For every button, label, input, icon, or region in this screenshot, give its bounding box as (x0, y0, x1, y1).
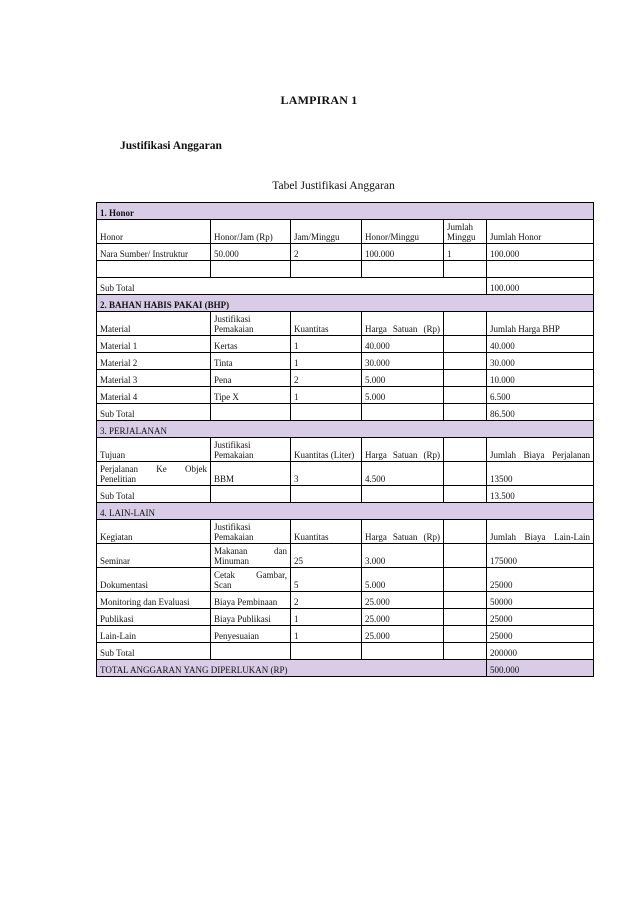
table-row (97, 370, 594, 387)
table-cell: 3.000 (362, 544, 444, 568)
table-cell (444, 404, 487, 421)
column-header (444, 312, 487, 336)
table-cell: 50000 (487, 592, 594, 609)
table-cell (211, 261, 291, 278)
table-cell (487, 261, 594, 278)
table-row (97, 353, 594, 370)
table-cell: Kertas (211, 336, 291, 353)
column-header: Honor/Minggu (362, 220, 444, 244)
table-row (97, 244, 594, 261)
table-cell (444, 370, 487, 387)
table-cell: Cetak Gambar, Scan (211, 568, 291, 592)
column-header (444, 438, 487, 462)
column-header: Kuantitas (291, 520, 362, 544)
table-cell: 5.000 (362, 387, 444, 404)
subtotal-row (97, 404, 594, 421)
subtotal-value: 100.000 (487, 278, 594, 295)
table-cell (444, 592, 487, 609)
table-row (97, 626, 594, 643)
table-cell (444, 609, 487, 626)
total-label: TOTAL ANGGARAN YANG DIPERLUKAN (RP) (97, 660, 487, 677)
subtotal-label: Sub Total (97, 278, 487, 295)
table-cell (291, 643, 362, 660)
section-row-perjalanan (97, 421, 594, 438)
table-cell: 5.000 (362, 568, 444, 592)
table-row (97, 609, 594, 626)
table-cell: Pena (211, 370, 291, 387)
table-cell: 25000 (487, 568, 594, 592)
section-heading: Justifikasi Anggaran (120, 140, 222, 152)
column-header: Harga Satuan (Rp) (362, 520, 444, 544)
table-cell (444, 261, 487, 278)
table-cell: 50.000 (211, 244, 291, 261)
column-header: Honor (97, 220, 211, 244)
table-cell (362, 486, 444, 503)
table-cell (444, 486, 487, 503)
table-cell: 1 (291, 609, 362, 626)
table-row (97, 544, 594, 568)
column-header: Jumlah Harga BHP (487, 312, 594, 336)
column-header: Jumlah Honor (487, 220, 594, 244)
table-cell (291, 404, 362, 421)
table-cell (444, 643, 487, 660)
header-row (97, 438, 594, 462)
column-header: Jumlah Biaya Perjalanan (487, 438, 594, 462)
table-cell (211, 643, 291, 660)
table-cell: 2 (291, 370, 362, 387)
table-caption: Tabel Justifikasi Anggaran (272, 180, 395, 192)
subtotal-value: 200000 (487, 643, 594, 660)
subtotal-label: Sub Total (97, 643, 211, 660)
subtotal-value: 13.500 (487, 486, 594, 503)
table-cell: Biaya Publikasi (211, 609, 291, 626)
table-cell: 25.000 (362, 592, 444, 609)
section-label: 4. LAIN-LAIN (97, 503, 594, 520)
header-row (97, 312, 594, 336)
table-cell: 1 (291, 626, 362, 643)
subtotal-row (97, 643, 594, 660)
table-cell: Monitoring dan Evaluasi (97, 592, 211, 609)
table-cell (444, 544, 487, 568)
table-cell: 4.500 (362, 462, 444, 486)
column-header: Material (97, 312, 211, 336)
column-header: Honor/Jam (Rp) (211, 220, 291, 244)
page-title: LAMPIRAN 1 (280, 93, 358, 107)
table-cell: BBM (211, 462, 291, 486)
table-cell: Dokumentasi (97, 568, 211, 592)
table-cell (444, 353, 487, 370)
table-cell: 40.000 (487, 336, 594, 353)
column-header: Kuantitas (Liter) (291, 438, 362, 462)
table-cell: Tinta (211, 353, 291, 370)
section-row-bhp (97, 295, 594, 312)
column-header: Kuantitas (291, 312, 362, 336)
table-cell (97, 261, 211, 278)
table-cell: 25 (291, 544, 362, 568)
table-row (97, 592, 594, 609)
table-cell: Biaya Pembinaan (211, 592, 291, 609)
table-row (97, 568, 594, 592)
subtotal-value: 86.500 (487, 404, 594, 421)
table-cell: 1 (291, 387, 362, 404)
table-cell: 2 (291, 592, 362, 609)
header-row (97, 520, 594, 544)
table-cell: 25.000 (362, 626, 444, 643)
table-cell: Perjalanan Ke Objek Penelitian (97, 462, 211, 486)
subtotal-row (97, 486, 594, 503)
table-cell: Nara Sumber/ Instruktur (97, 244, 211, 261)
column-header: Tujuan (97, 438, 211, 462)
section-label: 1. Honor (97, 203, 594, 220)
table-cell: Publikasi (97, 609, 211, 626)
section-row-honor (97, 203, 594, 220)
table-row (97, 387, 594, 404)
table-cell: 175000 (487, 544, 594, 568)
column-header: Jumlah Biaya Lain-Lain (487, 520, 594, 544)
header-row (97, 220, 594, 244)
table-cell (291, 486, 362, 503)
section-label: 2. BAHAN HABIS PAKAI (BHP) (97, 295, 594, 312)
table-cell: 3 (291, 462, 362, 486)
column-header: Justifikasi Pemakaian (211, 520, 291, 544)
table-cell: Material 4 (97, 387, 211, 404)
table-cell: Lain-Lain (97, 626, 211, 643)
subtotal-row (97, 278, 594, 295)
table-cell: 30.000 (362, 353, 444, 370)
table-cell: 25000 (487, 609, 594, 626)
section-label: 3. PERJALANAN (97, 421, 594, 438)
table-cell: 10.000 (487, 370, 594, 387)
table-cell (444, 387, 487, 404)
table-cell: 30.000 (487, 353, 594, 370)
table-cell: Tipe X (211, 387, 291, 404)
column-header: Kegiatan (97, 520, 211, 544)
table-cell: 25.000 (362, 609, 444, 626)
table-cell: 5 (291, 568, 362, 592)
table-cell: 5.000 (362, 370, 444, 387)
table-cell: Material 1 (97, 336, 211, 353)
table-cell: Penyesuaian (211, 626, 291, 643)
table-row (97, 261, 594, 278)
table-row (97, 336, 594, 353)
table-cell: 40.000 (362, 336, 444, 353)
column-header: Jumlah Minggu (444, 220, 487, 244)
subtotal-label: Sub Total (97, 404, 211, 421)
table-cell: 1 (444, 244, 487, 261)
table-cell: Material 3 (97, 370, 211, 387)
table-cell: Material 2 (97, 353, 211, 370)
table-cell (444, 626, 487, 643)
budget-table (96, 202, 594, 677)
total-value: 500.000 (487, 660, 594, 677)
table-cell (211, 486, 291, 503)
column-header: Harga Satuan (Rp) (362, 438, 444, 462)
table-cell: Makanan dan Minuman (211, 544, 291, 568)
total-row (97, 660, 594, 677)
table-cell (444, 336, 487, 353)
table-cell: 13500 (487, 462, 594, 486)
column-header: Harga Satuan (Rp) (362, 312, 444, 336)
table-cell (362, 261, 444, 278)
table-cell: 100.000 (487, 244, 594, 261)
table-cell (444, 462, 487, 486)
subtotal-label: Sub Total (97, 486, 211, 503)
table-cell: 2 (291, 244, 362, 261)
table-cell: Seminar (97, 544, 211, 568)
table-cell: 6.500 (487, 387, 594, 404)
table-cell (291, 261, 362, 278)
table-cell: 25000 (487, 626, 594, 643)
table-cell: 1 (291, 336, 362, 353)
column-header (444, 520, 487, 544)
table-cell (362, 643, 444, 660)
column-header: Jam/Minggu (291, 220, 362, 244)
column-header: Justifikasi Pemakaian (211, 312, 291, 336)
table-cell: 1 (291, 353, 362, 370)
table-cell (444, 568, 487, 592)
table-cell (362, 404, 444, 421)
column-header: Justifikasi Pemakaian (211, 438, 291, 462)
table-cell: 100.000 (362, 244, 444, 261)
table-cell (211, 404, 291, 421)
table-row (97, 462, 594, 486)
section-row-lain-lain (97, 503, 594, 520)
